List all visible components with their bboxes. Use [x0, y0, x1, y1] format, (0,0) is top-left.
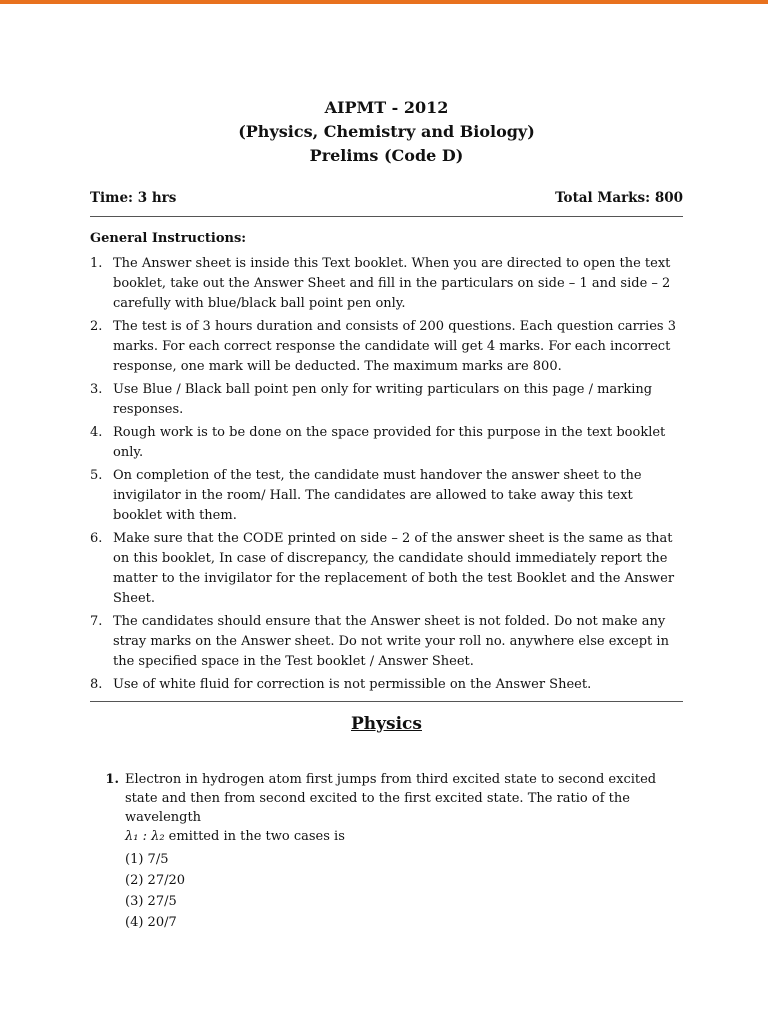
divider: [90, 701, 683, 702]
question-text: Electron in hydrogen atom first jumps from third excited state to second excited state and then from second excited to the first excited state. The ratio of the wavelength: [125, 772, 657, 825]
instruction-item: 5. On completion of the test, the candidate must handover the answer sheet to the invigilator in the room/ Hall. The candidates are allowed to take away this text booklet with them.: [90, 468, 642, 523]
wavelength-ratio: λ₁ : λ₂: [125, 829, 165, 844]
document-page: [90, 96, 683, 933]
instruction-item: 1. The Answer sheet is inside this Text booklet. When you are directed to open the text booklet, take out the Answer Sheet and fill in the particulars on side – 1 and side – 2 carefully with blue/black ball point pen only.: [90, 256, 671, 311]
question-text-cont: [125, 827, 683, 846]
exam-title: AIPMT - 2012: [324, 98, 449, 117]
instructions-list: [90, 254, 683, 695]
general-instructions-heading: General Instructions:: [90, 231, 247, 246]
instruction-item: 3. Use Blue / Black ball point pen only for writing particulars on this page / marking responses.: [90, 382, 653, 417]
question-number: 1.: [105, 772, 119, 787]
divider: [90, 216, 683, 217]
option: (3) 27/5: [125, 894, 177, 909]
instruction-item: 2. The test is of 3 hours duration and consists of 200 questions. Each question carries 3 marks. For each correct response the candidate will get 4 marks. For each incorrect response, one mark will be deducted. The maximum marks are 800.: [90, 319, 676, 374]
instruction-item: 7. The candidates should ensure that the Answer sheet is not folded. Do not make any stray marks on the Answer sheet. Do not write your roll no. anywhere else except in the specified space in the Test booklet / Answer Sheet.: [90, 614, 669, 669]
exam-code: Prelims (Code D): [309, 146, 464, 165]
question-body: [119, 770, 683, 933]
section-title: Physics: [351, 714, 422, 734]
option: (4) 20/7: [125, 915, 177, 930]
question-text-tail: emitted in the two cases is: [164, 829, 345, 844]
exam-meta-row: [90, 189, 683, 207]
question-1: [90, 770, 683, 933]
instruction-item: 6. Make sure that the CODE printed on side – 2 of the answer sheet is the same as that on this booklet, In case of discrepancy, the candidate should immediately report the matter to the invigilator for the replacement of both the test Booklet and the Answer Sheet.: [90, 531, 675, 606]
exam-time: Time: 3 hrs: [90, 190, 177, 206]
instruction-item: 4. Rough work is to be done on the space provided for this purpose in the text booklet only.: [90, 425, 666, 460]
option: (1) 7/5: [125, 852, 169, 867]
instruction-item: 8. Use of white fluid for correction is not permissible on the Answer Sheet.: [90, 677, 592, 692]
top-accent-rule: [0, 0, 768, 4]
exam-title-block: [90, 96, 683, 168]
exam-subjects: (Physics, Chemistry and Biology): [238, 122, 535, 141]
options-list: [125, 849, 683, 933]
option: (2) 27/20: [125, 873, 186, 888]
exam-total-marks: Total Marks: 800: [555, 190, 683, 206]
